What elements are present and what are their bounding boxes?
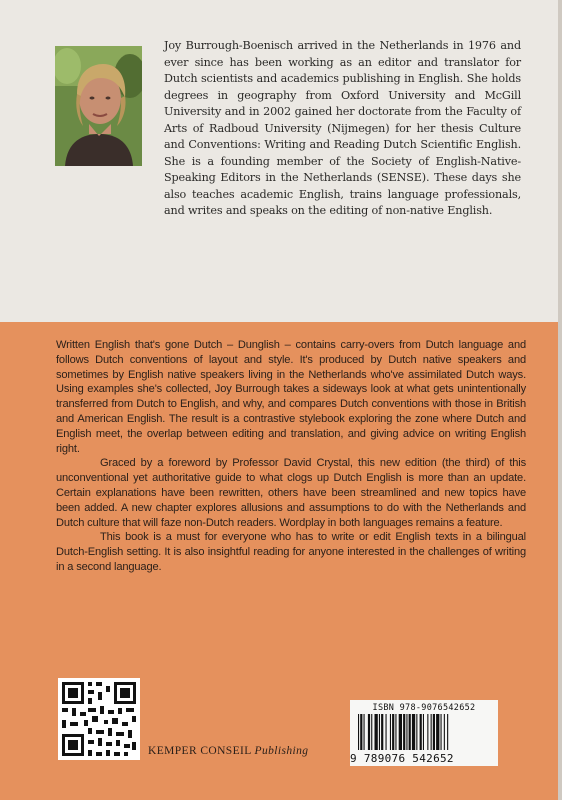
barcode-bar [358,714,359,750]
barcode-bar [441,714,442,750]
barcode-bar [444,714,445,750]
barcode-bar [360,714,362,750]
isbn-digits: 9 789076 542652 [350,752,454,765]
blurb-paragraph: Graced by a foreword by Professor David Crystal, this new edition (the third) of this unconventional yet authoritative guide to what clogs up Dutch English is more than an update. Certain explanations have been rewritten, others have been streamlined and new topics have been added. A new chapter explores allusions and assumptions to do with the Netherlands and Dutch culture that will faze non-Dutch readers. Wordplay in both languages remains a feature. [56,457,526,529]
barcode-bar [386,714,387,750]
barcode-bar [368,714,370,750]
barcode-bar [412,714,415,750]
barcode-bar [416,714,417,750]
book-blurb [56,338,526,575]
barcode-bar [427,714,428,750]
barcode-bar [364,714,365,750]
barcode-bar [403,714,405,750]
blurb-paragraph: Written English that's gone Dutch – Dunglish – contains carry-overs from Dutch language and follows Dutch conventions of layout and style. It's produced by Dutch native speakers and sometimes by English native speakers living in the Netherlands who've assimilated Dutch ways. Using examples she's collected, Joy Burrough takes a sideways look at what gets unintentionally transferred from Dutch to English, and why, and compares Dutch conventions with those in British and American English. The result is a contrastive stylebook exploring the zone where Dutch and English meet, the overlap between editing and translation, and giving advice on writing English right. [56,339,526,455]
isbn-label: ISBN 978-9076542652 [372,703,476,713]
barcode-bar [420,714,422,750]
barcode-bar [447,714,448,750]
barcode-bar [399,714,402,750]
barcode-bar [392,714,394,750]
barcode-bar [406,714,407,750]
author-photo [55,46,142,166]
barcode-bar [395,714,396,750]
barcode-bar [390,714,391,750]
publisher-imprint [148,745,308,757]
barcode-bar [436,714,439,750]
barcode-bar [375,714,378,750]
barcode-bar [431,714,432,750]
cover-edge [558,0,562,800]
barcode-icon [356,714,492,752]
author-portrait-icon [55,46,142,166]
qr-code [58,678,140,760]
blurb-paragraph: This book is a must for everyone who has to write or edit English texts in a bilingual Dutch-English setting. It is also insightful reading for anyone interested in the challenges of writing in a second language. [56,531,526,573]
barcode-bar [409,714,411,750]
barcode-bar [371,714,372,750]
barcode-bar [381,714,383,750]
barcode-bar [423,714,424,750]
barcode-bar [379,714,380,750]
author-bio: Joy Burrough-Boenisch arrived in the Netherlands in 1976 and ever since has been working as an editor and translator for Dutch scientists and academics publishing in English. She holds degrees in geography from Oxford University and McGill University and in 2002 gained her doctorate from the Faculty of Arts of Radboud University (Nijmegen) for her thesis Culture and Conventions: Writing and Reading Dutch Scientific English. She is a founding member of the Society of English-Native-Speaking Editors in the Netherlands (SENSE). These days she also teaches academic English, trains language professionals, and writes and speaks on the editing of non-native English. [164,39,521,217]
qr-code-icon [58,678,140,760]
publisher-suffix: Publishing [254,745,309,757]
publisher-name: KEMPER CONSEIL [148,745,252,757]
barcode-bar [433,714,435,750]
isbn-barcode [350,700,498,766]
